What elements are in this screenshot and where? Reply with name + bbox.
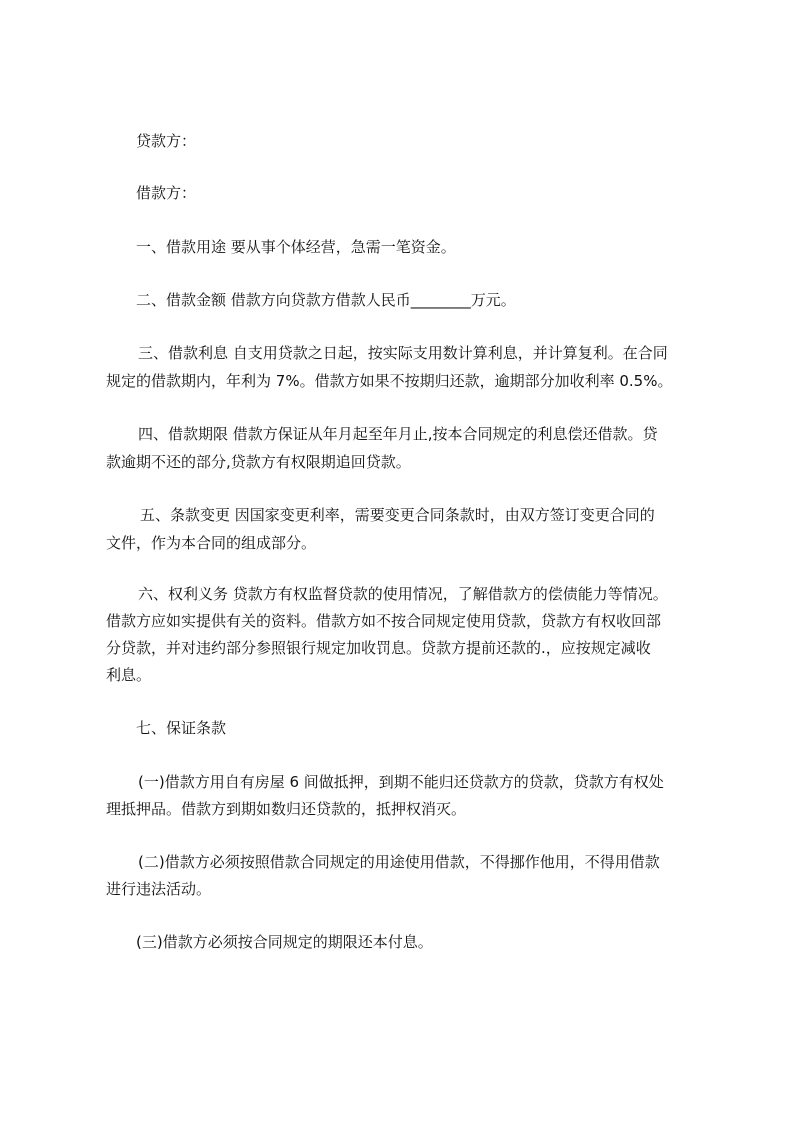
guarantee-item-1-line-2: 理抵押品。借款方到期如数归还贷款的，抵押权消灭。: [106, 800, 467, 818]
clause-purpose: 一、借款用途 要从事个体经营，急需一笔资金。: [136, 238, 456, 256]
clause-rights-line-2: 借款方应如实提供有关的资料。借款方如不按合同规定使用贷款，贷款方有权收回部: [106, 612, 662, 630]
borrower-label: 借款方：: [136, 184, 197, 202]
clause-term-line-1: 四、借款期限 借款方保证从年月起至年月止,按本合同规定的利息偿还借款。贷: [138, 425, 658, 443]
guarantee-item-3: (三)借款方必须按合同规定的期限还本付息。: [136, 933, 433, 951]
guarantee-item-2-line-2: 进行违法活动。: [106, 880, 212, 898]
clause-rights-line-1: 六、权利义务 贷款方有权监督贷款的使用情况，了解借款方的偿债能力等情况。: [138, 585, 668, 603]
clause-change-line-1: 五、条款变更 因国家变更利率，需要变更合同条款时，由双方签订变更合同的: [140, 506, 655, 524]
clause-term-line-2: 款逾期不还的部分,贷款方有权限期追回贷款。: [106, 453, 411, 471]
clause-interest-line-1: 三、借款利息 自支用贷款之日起，按实际支用数计算利息，并计算复利。在合同: [138, 344, 668, 362]
clause-guarantee-title: 七、保证条款: [136, 719, 227, 737]
lender-label: 贷款方：: [136, 132, 197, 150]
guarantee-item-1-line-1: (一)借款方用自有房屋 6 间做抵押，到期不能归还贷款方的贷款，贷款方有权处: [138, 773, 664, 791]
clause-interest-line-2: 规定的借款期内，年利为 7%。借款方如果不按期归还款，逾期部分加收利率 0.5%。: [106, 372, 673, 390]
clause-rights-line-3: 分贷款，并对违约部分参照银行规定加收罚息。贷款方提前还款的.，应按规定减收: [106, 639, 651, 657]
clause-change-line-2: 文件，作为本合同的组成部分。: [106, 534, 317, 552]
clause-amount: 二、借款金额 借款方向贷款方借款人民币________万元。: [136, 291, 516, 309]
clause-rights-line-4: 利息。: [106, 666, 152, 684]
guarantee-item-2-line-1: (二)借款方必须按照借款合同规定的用途使用借款，不得挪作他用，不得用借款: [138, 853, 660, 871]
